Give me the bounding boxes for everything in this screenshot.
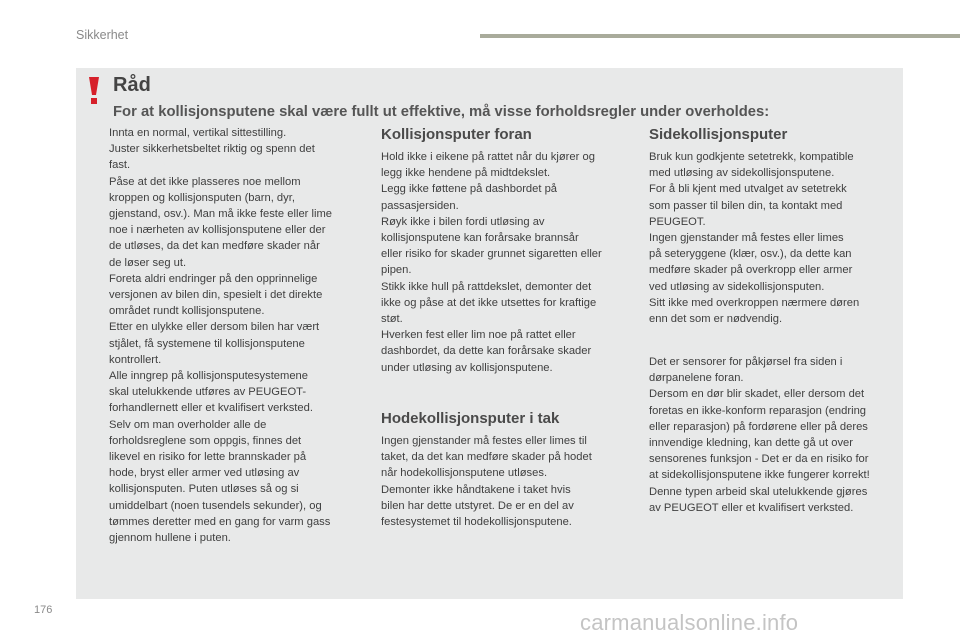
exclamation-mark-icon [87, 77, 101, 105]
side-airbags-heading: Sidekollisjonsputer [649, 126, 788, 143]
curtain-airbags-text: Ingen gjenstander må festes eller limes til taket, da det kan medføre skader på hodet når hodekollisjonsputene utløses. Demonter ikke håndtakene i taket hvis bilen har dette utstyret. De er en del av festesystemet til hodekollisjonsputene. [381, 435, 592, 529]
panel-title: Råd [113, 74, 151, 96]
header-bar [480, 34, 960, 38]
side-airbags-text: Bruk kun godkjente setetrekk, kompatible med utløsing av sidekollisjonsputene. For å bli kjent med utvalget av setetrekk som passer til bilen din, ta kontakt med PEUGEOT. Ingen gjenstander må festes eller limes på seteryggene (klær, osv.), da dette kan medføre skader på overkropp eller armer ved utløsing av sidekollisjonsputen. Sitt ikke med overkroppen nærmere døren enn det som er nødvendig. [649, 151, 860, 326]
general-advice-text: Innta en normal, vertikal sittestilling. Juster sikkerhetsbeltet riktig og spenn det fast. Påse at det ikke plasseres noe mellom kroppen og kollisjonsputen (barn, dyr, gjenstand, osv.). Man må ikke feste eller lime noe i nærheten av kollisjonsputene eller der de utløses, da det kan medføre skader når de løser seg ut. Foreta aldri endringer på den opprinnelige versjonen av bilen din, spesielt i det direkte området rundt kollisjonsputene. Etter en ulykke eller dersom bilen har vært stjålet, få systemene til kollisjonsputene kontrollert. Alle inngrep på kollisjonsputesystemene skal utelukkende utføres av PEUGEOT- forhandlernett eller et kvalifisert verksted. Selv om man overholder alle de forholdsreglene som oppgis, finnes det likevel en risiko for lette brannskader på hode, bryst eller armer ved utløsing av kollisjonsputen. Puten utløses så og si umiddelbart (noen tusendels sekunder), og tømmes deretter med en gang for varm gass gjennom hullene i puten. [109, 127, 333, 545]
front-airbags-heading: Kollisjonsputer foran [381, 126, 532, 143]
curtain-airbags-heading: Hodekollisjonsputer i tak [381, 410, 560, 427]
side-sensors-text: Det er sensorer for påkjørsel fra siden i dørpanelene foran. Dersom en dør blir skadet, eller dersom det foretas en ikke-konform reparasjon (endring eller reparasjon) på fordørene eller på deres innvendige kledning, kan dette gå ut over sensorenes funksjon - Det er da en risiko for at sidekollisjonsputene ikke fungerer korrekt! Denne typen arbeid skal utelukkende gjøres av PEUGEOT eller et kvalifisert verksted. [649, 356, 870, 514]
section-label: Sikkerhet [76, 28, 129, 42]
page-number: 176 [34, 604, 53, 616]
panel-subtitle: For at kollisjonsputene skal være fullt ut effektive, må visse forholdsregler under overholdes: [113, 104, 770, 120]
front-airbags-text: Hold ikke i eikene på rattet når du kjører og legg ikke hendene på midtdekslet. Legg ikke føttene på dashbordet på passasjersiden. Røyk ikke i bilen fordi utløsing av kollisjonsputene kan forårsake brannsår eller risiko for skader grunnet sigaretten eller pipen. Stikk ikke hull på rattdekslet, demonter det ikke og påse at det ikke utsettes for kraftige støt. Hverken fest eller lim noe på rattet eller dashbordet, da dette kan forårsake skader under utløsing av kollisjonsputene. [381, 151, 602, 374]
watermark: carmanualsonline.info [580, 610, 799, 635]
